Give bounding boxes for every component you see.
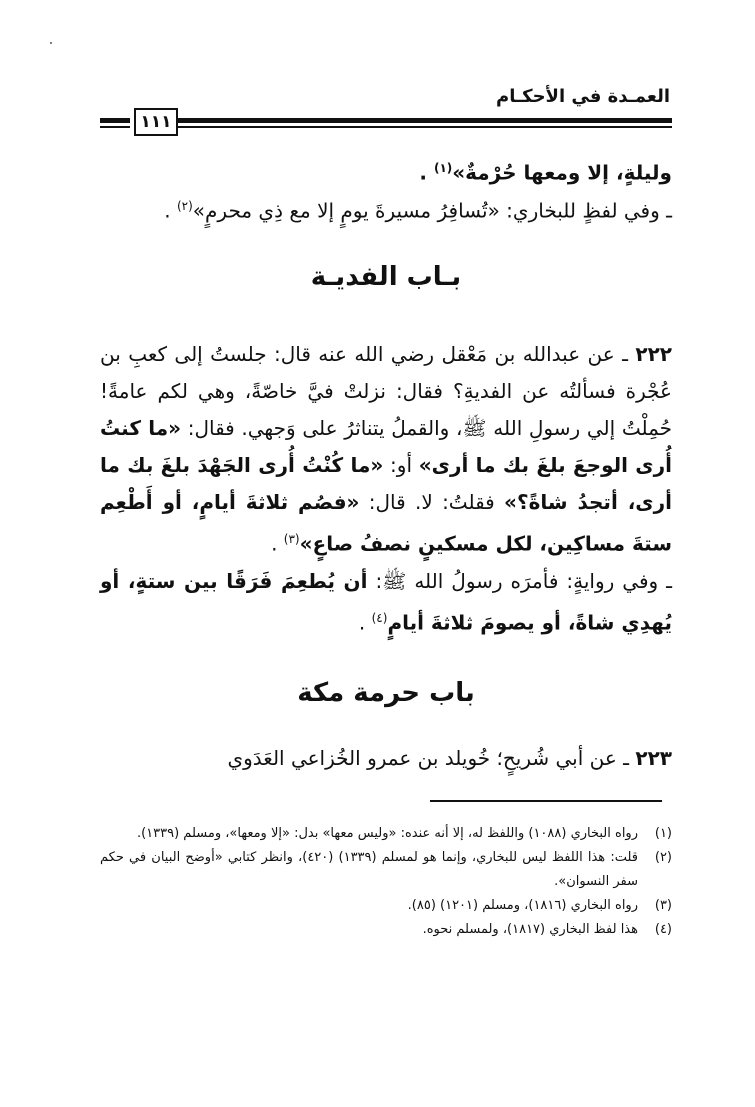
- narration-quote: أن يُطعِمَ فَرَقًا بين ستةٍ، أو يُهدِي شاةً، أو يصومَ ثلاثةَ أيامٍ: [100, 568, 672, 635]
- footnote-ref-2: (٢): [176, 199, 193, 213]
- footnotes: [100, 822, 672, 942]
- footnote-ref-1: (١): [433, 161, 453, 175]
- footnote-text: رواه البخاري (١٠٨٨) واللفظ له، إلا أنه عنده: «وليس معها» بدل: «إلا ومعها»، ومسلم (١٣٣٩).: [136, 826, 638, 841]
- quote-1: «ما كنتُ أُرى الوجعَ بلغَ بك ما أرى»: [100, 416, 672, 477]
- hadith-222-intro: ـ عن عبدالله بن مَعْقل رضي الله عنه قال: جلستُ إلى كعبِ بن عُجْرة فسألتُه عن الفديةِ؟ فقال: نزلتْ فيَّ خاصّةً، وهي لكم عامةً! حُمِلْتُ إلي رسولِ الله ﷺ، والقملُ يتناثرُ على وَجهي. فقال:: [100, 342, 672, 440]
- scan-speck: [50, 42, 52, 44]
- footnote-number: (٤): [654, 922, 672, 937]
- hadith-222-or: أو:: [383, 453, 419, 477]
- footnote-number: (٣): [654, 898, 672, 913]
- hadith-222-reply: فقلتُ: لا. قال:: [359, 490, 505, 514]
- quote-3: «فصُم ثلاثةَ أيامٍ، أو أَطْعِم ستةَ مساكِين، لكل مسكينٍ نصفُ صاعٍ»: [100, 490, 672, 556]
- page-header: [100, 86, 672, 134]
- footnote-ref-3: (٣): [283, 532, 300, 546]
- hadith-223: [100, 740, 672, 777]
- continuation-text-1: وليلةٍ، إلا ومعها حُرْمةٌ»: [452, 160, 672, 185]
- narration-intro: ـ وفي روايةٍ: فأمرَه رسولُ الله ﷺ:: [367, 568, 673, 593]
- header-rule-thin: [178, 126, 672, 128]
- quote-2: «ما كُنْتُ أُرى الجَهْدَ بلغَ بك ما أرى، أتجدُ شاةً؟»: [100, 453, 672, 514]
- page-number: ١١١: [134, 108, 178, 136]
- continuation-text-2: ـ وفي لفظٍ للبخاري: «تُسافِرُ مسيرةَ يومٍ إلا مع ذِي محرمٍ»: [192, 198, 672, 223]
- footnote-text: هذا لفظ البخاري (١٨١٧)، ولمسلم نحوه.: [422, 922, 638, 937]
- section-heading-fidya: بـاب الفديـة: [310, 262, 462, 292]
- footnote-number: (١): [654, 826, 672, 841]
- footnote-text: قلت: هذا اللفظ ليس للبخاري، وإنما هو لمسلم (١٣٣٩) (٤٢٠)، وانظر كتابي «أوضح البيان في حكم سفر النسوان».: [100, 850, 638, 889]
- footnote-text: رواه البخاري (١٨١٦)، ومسلم (١٢٠١) (٨٥).: [407, 898, 638, 913]
- footnote-2: [100, 846, 672, 894]
- hadith-number-222: ٢٢٢: [635, 342, 672, 366]
- running-title: العمـدة في الأحكـام: [496, 86, 670, 107]
- header-rule-left-thick: [100, 118, 130, 123]
- header-rule-thick: [178, 118, 672, 123]
- section-heading-makkah: باب حرمة مكة: [297, 678, 475, 708]
- footnote-3: [100, 894, 672, 918]
- hadith-223-text: ـ عن أبي شُريحٍ؛ خُويلد بن عمرو الخُزاعي العَدَوي: [227, 746, 630, 770]
- footnote-ref-4: (٤): [371, 610, 388, 625]
- footnote-separator: [430, 800, 662, 802]
- hadith-number-223: ٢٢٣: [635, 746, 672, 770]
- footnote-number: (٢): [654, 850, 672, 865]
- hadith-222: ٢٢٢ ـ عن عبدالله بن مَعْقل رضي الله عنه قال: جلستُ إلى كعبِ بن عُجْرة فسألتُه عن الفديةِ؟ فقال: نزلتْ فيَّ خاصّةً، وهي لكم عامةً! حُمِلْتُ إلي رسولِ الله ﷺ، والقملُ يتناثرُ على وَجهي. فقال: «ما كنتُ أُرى الوجعَ بلغَ بك ما أرى» أو: «ما كُنْتُ أُرى الجَهْدَ بلغَ بك ما أرى، أتجدُ شاةً؟» فقلتُ: لا. قال: «فصُم ثلاثةَ أيامٍ، أو أَطْعِم ستةَ مساكِين، لكل مسكينٍ نصفُ صاعٍ»$^{(٣)}$ . ـ وفي روايةٍ: فأمرَه رسولُ الله ﷺ: أن يُطعِمَ فَرَقًا بين ستةٍ، أو يُهدِي شاةً، أو يصومَ ثلاثةَ أيامٍ$^{(٤)}$ .: [100, 342, 673, 635]
- continuation-line-1: وليلةٍ، إلا ومعها حُرْمةٌ»$^{(١)}$ .: [419, 160, 672, 185]
- footnote-4: [100, 918, 672, 942]
- continuation-line-2: ـ وفي لفظٍ للبخاري: «تُسافِرُ مسيرةَ يومٍ إلا مع ذِي محرمٍ»$^{(٢)}$ .: [164, 198, 672, 223]
- header-rule-left-thin: [100, 126, 130, 128]
- footnote-1: [100, 822, 672, 846]
